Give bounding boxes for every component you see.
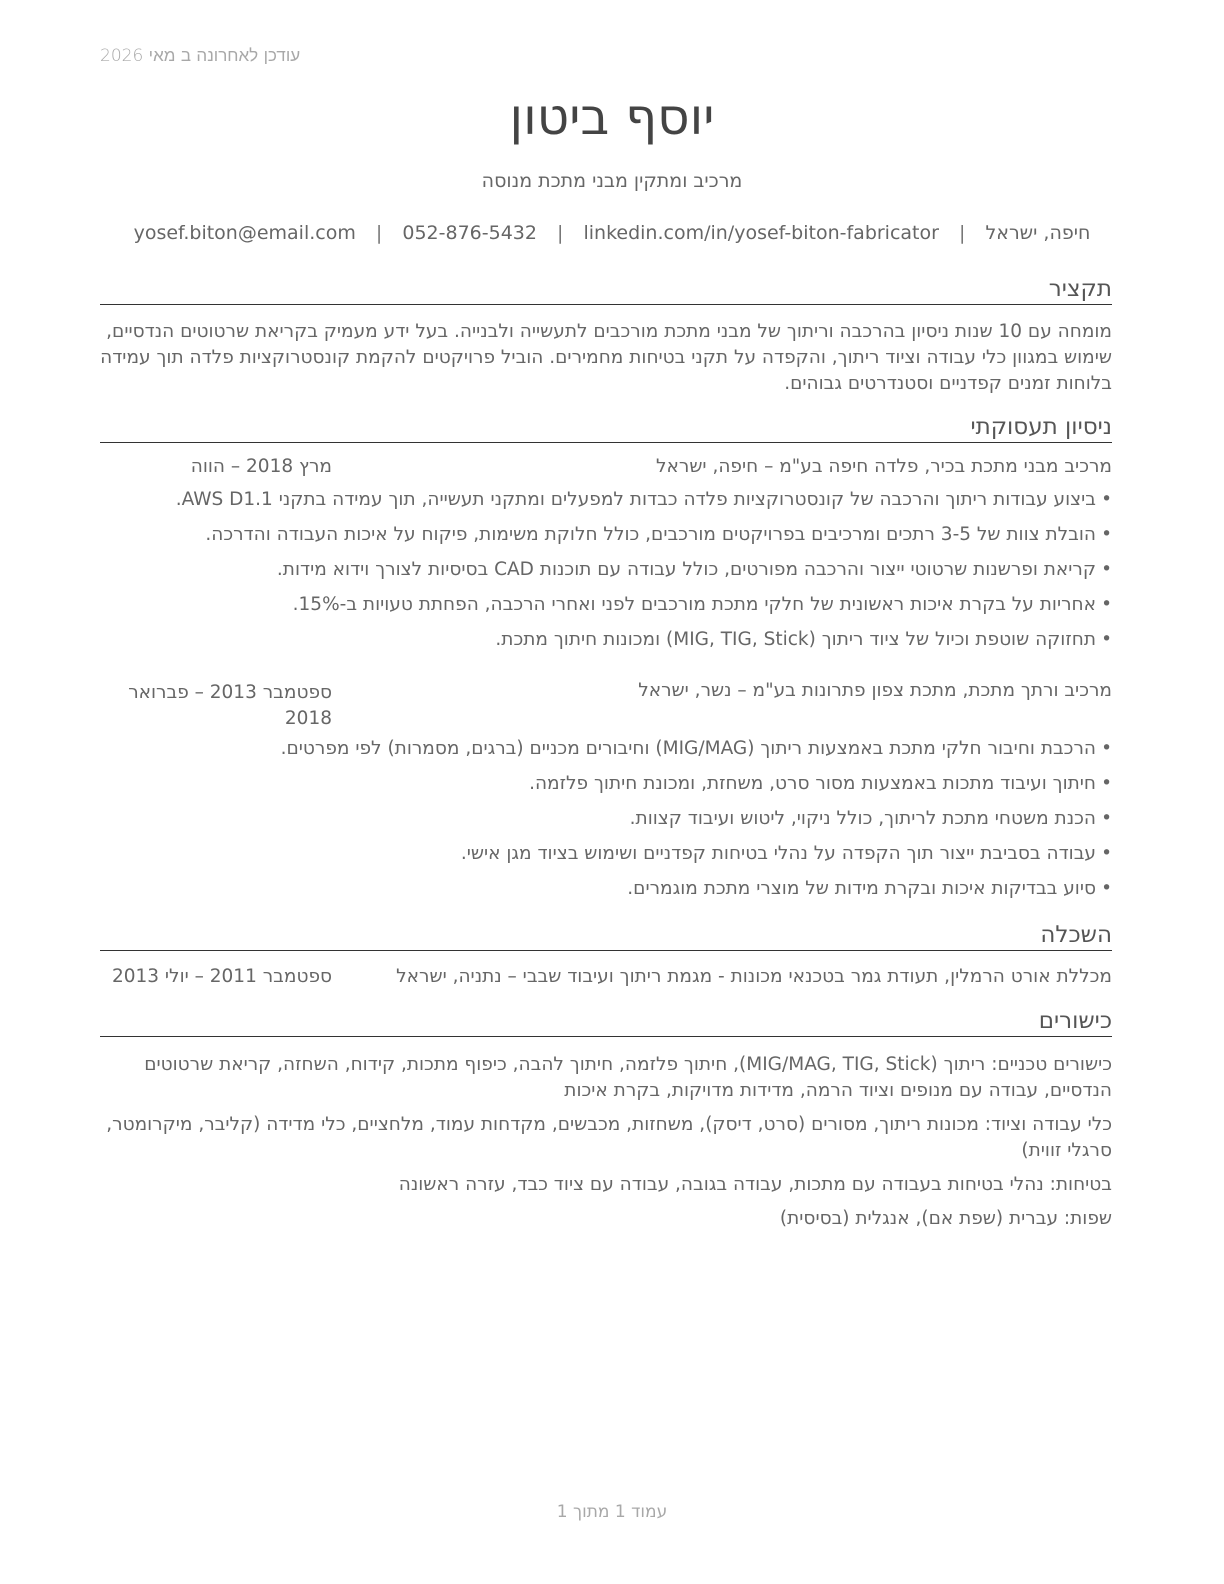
separator: | (557, 222, 564, 244)
job-title: מרכיב ורתך מתכת, מתכת צפון פתרונות בע"מ – נשר, ישראל (638, 680, 1112, 701)
linkedin-link[interactable]: linkedin.com/in/yosef-biton-fabricator (583, 222, 939, 244)
summary-text: מומחה עם 10 שנות ניסיון בהרכבה וריתוך של מבני מתכת מורכבים לתעשייה ולבנייה. בעל ידע מעמיק בקריאת שרטוטים הנדסיים, שימוש במגוון כלי עבודה וציוד ריתוך, והקפדה על תקני בטיחות מחמירים. הוביל פרויקטים להקמת קונסטרוקציות פלדה תוך עמידה בלוחות זמנים קפדניים וסטנדרטים גבוהים. (100, 321, 1112, 394)
skills-line: בטיחות: נהלי בטיחות בעבודה עם מתכות, עבודה בגובה, עבודה עם ציוד כבד, עזרה ראשונה (398, 1174, 1112, 1195)
section-heading-experience: ניסיון תעסוקתי (100, 414, 1112, 443)
education-entry (100, 966, 1112, 992)
separator: | (959, 222, 966, 244)
list-item: • הכנת משטחי מתכת לריתוך, כולל ניקוי, ליטוש ועיבוד קצוות. (100, 806, 1112, 841)
list-item: • הובלת צוות של 3-5 רתכים ומרכיבים בפרויקטים מורכבים, כולל חלוקת משימות, פיקוח על איכות העבודה והדרכה. (100, 522, 1112, 557)
education-dates: ספטמבר 2011 – יולי 2013 (111, 966, 332, 987)
list-item: • אחריות על בקרת איכות ראשונית של חלקי מתכת מורכבים לפני ואחרי הרכבה, הפחתת טעויות ב-15%. (100, 592, 1112, 627)
job-dates-line: 2018 (284, 708, 332, 729)
section-heading-education: השכלה (100, 922, 1112, 951)
skills-line: כישורים טכניים: ריתוך (MIG/MAG, TIG, Stick), חיתוך פלזמה, חיתוך להבה, כיפוף מתכות, קידוח, השחזה, קריאת שרטוטים הנדסיים, עבודה עם מנופים וציוד הרמה, מדידות מדויקות, בקרת איכות (144, 1054, 1112, 1101)
job-bullets (100, 736, 1112, 911)
email-link[interactable]: yosef.biton@email.com (133, 222, 356, 244)
skills-line: שפות: עברית (שפת אם), אנגלית (בסיסית) (779, 1208, 1112, 1229)
list-item: • ביצוע עבודות ריתוך והרכבה של קונסטרוקציות פלדה כבדות למפעלים ומתקני תעשייה, תוך עמידה בתקני AWS D1.1. (100, 487, 1112, 522)
job-dates-line: ספטמבר 2013 – פברואר (128, 682, 332, 703)
candidate-name: יוסף ביטון (509, 88, 715, 146)
education-title: מכללת אורט הרמלין, תעודת גמר בטכנאי מכונות - מגמת ריתוך ועיבוד שבבי – נתניה, ישראל (396, 966, 1112, 987)
job-title: מרכיב מבני מתכת בכיר, פלדה חיפה בע"מ – חיפה, ישראל (656, 456, 1112, 477)
job-dates: מרץ 2018 – הווה (190, 456, 332, 477)
section-heading-summary: תקציר (100, 276, 1112, 305)
job-dates (100, 680, 332, 732)
job-bullets (100, 487, 1112, 662)
job-header (100, 456, 1112, 482)
contact-line (0, 222, 1224, 244)
section-heading-skills: כישורים (100, 1008, 1112, 1037)
location: חיפה, ישראל (985, 222, 1091, 244)
skills-line: כלי עבודה וציוד: מכונות ריתוך, מסורים (סרט, דיסק), משחזות, מכבשים, מקדחות עמוד, מלחציים, כלי מדידה (קליבר, מיקרומטר, סרגלי זווית) (106, 1114, 1112, 1161)
candidate-title: מרכיב ומתקין מבני מתכת מנוסה (481, 170, 743, 192)
list-item: • סיוע בבדיקות איכות ובקרת מידות של מוצרי מתכת מוגמרים. (100, 876, 1112, 911)
separator: | (375, 222, 383, 244)
page-number: עמוד 1 מתוך 1 (556, 1502, 668, 1522)
job-header (100, 680, 1112, 732)
list-item: • עבודה בסביבת ייצור תוך הקפדה על נהלי בטיחות קפדניים ושימוש בציוד מגן אישי. (100, 841, 1112, 876)
phone-number[interactable]: 052-876-5432 (402, 222, 537, 244)
list-item: • חיתוך ועיבוד מתכות באמצעות מסור סרט, משחזת, ומכונת חיתוך פלזמה. (100, 771, 1112, 806)
skills-list (100, 1052, 1112, 1240)
list-item: • קריאת ופרשנות שרטוטי ייצור והרכבה מפורטים, כולל עבודה עם תוכנות CAD בסיסיות לצורך וידוא מידות. (100, 557, 1112, 592)
list-item: • תחזוקה שוטפת וכיול של ציוד ריתוך (MIG, TIG, Stick) ומכונות חיתוך מתכת. (100, 627, 1112, 662)
list-item: • הרכבת וחיבור חלקי מתכת באמצעות ריתוך (MIG/MAG) וחיבורים מכניים (ברגים, מסמרות) לפי מפרטים. (100, 736, 1112, 771)
last-updated: עודכן לאחרונה ב מאי 2026 (100, 46, 301, 66)
